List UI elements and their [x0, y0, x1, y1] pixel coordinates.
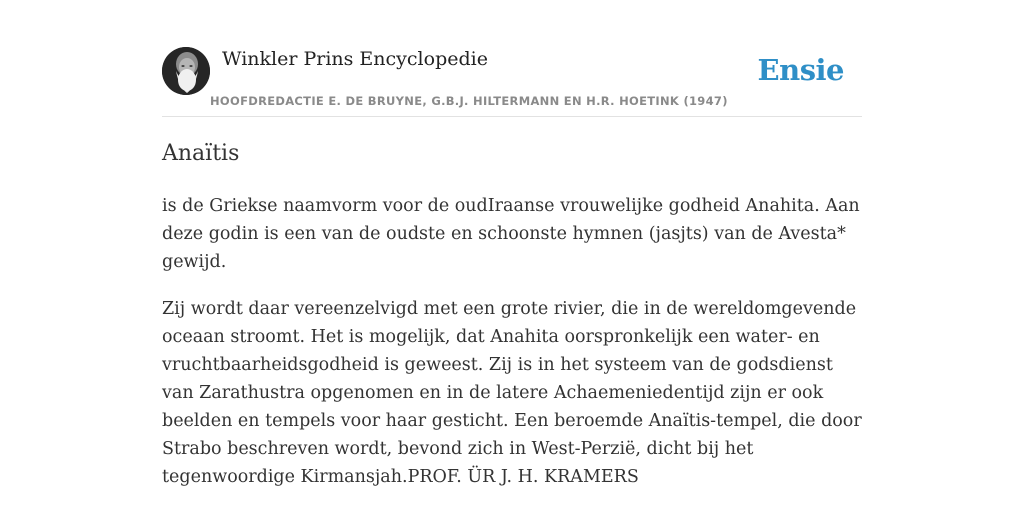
- site-title[interactable]: Winkler Prins Encyclopedie: [222, 48, 488, 70]
- article-title: Anaïtis: [162, 141, 240, 166]
- ensie-logo-link[interactable]: Ensie: [757, 53, 844, 87]
- article-paragraph: is de Griekse naamvorm voor de oudIraanse vrouwelijke godheid Anahita. Aan deze godin is een van de oudste en schoonste hymnen (jasjts) van de Avesta* gewijd.: [162, 196, 860, 272]
- site-header: [162, 44, 862, 117]
- author-portrait-icon: [162, 47, 210, 95]
- article-paragraph: Zij wordt daar vereenzelvigd met een grote rivier, die in de wereldomgevende oceaan stroomt. Het is mogelijk, dat Anahita oorspronkelijk een water- en vruchtbaarheidsgodheid is geweest. Zij is in het systeem van de godsdienst van Zarathustra opgenomen en in de latere Achaemeniedentijd zijn er ook beelden en tempels voor haar gesticht. Een beroemde Anaïtis-tempel, die door Strabo beschreven wordt, bevond zich in West-Perzië, dicht bij het tegenwoordige Kirmansjah.PROF. ÜR J. H. KRAMERS: [162, 299, 862, 487]
- article: [162, 138, 862, 491]
- editors-subtitle: HOOFDREDACTIE E. DE BRUYNE, G.B.J. HILTERMANN EN H.R. HOETINK (1947): [210, 94, 728, 108]
